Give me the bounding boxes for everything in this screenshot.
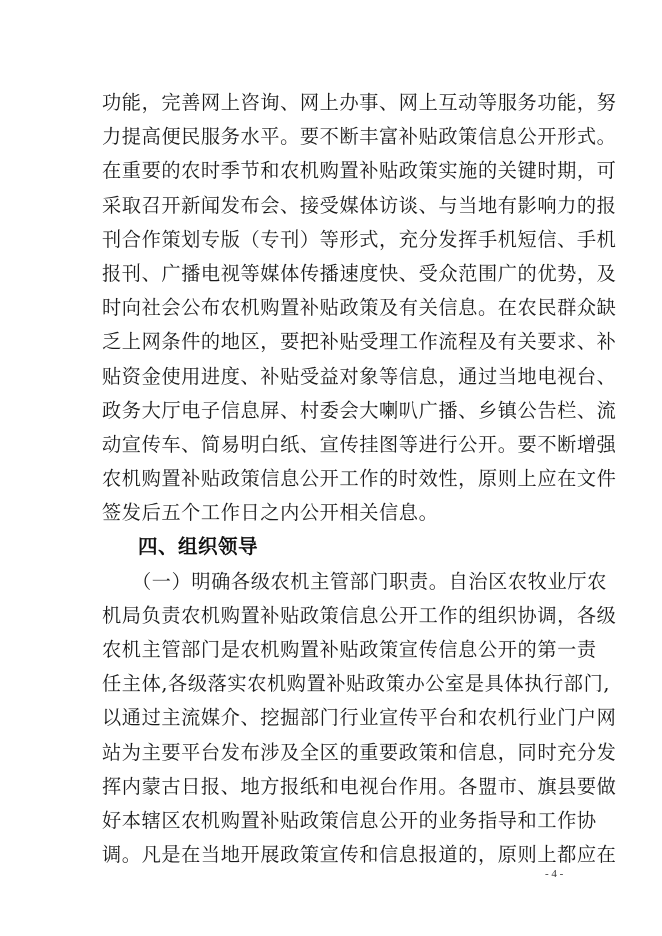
text-line: 站为主要平台发布涉及全区的重要政策和信息，同时充分发 [102, 740, 617, 764]
text-line: 签发后五个工作日之内公开相关信息。 [102, 501, 439, 525]
text-line: 农机主管部门是农机购置补贴政策宣传信息公开的第一责 [102, 638, 597, 661]
text-line: 力提高便民服务水平。要不断丰富补贴政策信息公开形式。 [102, 125, 617, 149]
text-line: 调。凡是在当地开展政策宣传和信息报道的，原则上都应在 [102, 843, 617, 867]
text-line: 政务大厅电子信息屏、村委会大喇叭广播、乡镇公告栏、流 [102, 398, 617, 422]
section-heading: 四、组织领导 [138, 535, 259, 559]
text-line: 好本辖区农机购置补贴政策信息公开的业务指导和工作协 [102, 808, 597, 832]
document-body [102, 86, 617, 872]
text-line: 农机购置补贴政策信息公开工作的时效性，原则上应在文件 [102, 467, 617, 491]
text-line: 时向社会公布农机购置补贴政策及有关信息。在农民群众缺 [102, 296, 617, 320]
text-line: 动宣传车、简易明白纸、宣传挂图等进行公开。要不断增强 [102, 432, 617, 456]
page-number: - 4 - [545, 868, 564, 880]
text-line: 在重要的农时季节和农机购置补贴政策实施的关键时期，可 [102, 159, 617, 183]
text-line: 机局负责农机购置补贴政策信息公开工作的组织协调，各级 [102, 603, 617, 627]
text-line: 报刊、广播电视等媒体传播速度快、受众范围广的优势，及 [102, 261, 617, 285]
text-line: 以通过主流媒介、挖掘部门行业宣传平台和农机行业门户网 [102, 706, 617, 730]
text-line: 任主体,各级落实农机购置补贴政策办公室是具体执行部门, [102, 672, 611, 696]
text-line: 挥内蒙古日报、地方报纸和电视台作用。各盟市、旗县要做 [102, 774, 617, 798]
text-line: 刊合作策划专版（专刊）等形式，充分发挥手机短信、手机 [102, 227, 617, 251]
text-line: （一）明确各级农机主管部门职责。自治区农牧业厅农 [132, 569, 607, 593]
text-line: 功能，完善网上咨询、网上办事、网上互动等服务功能，努 [102, 91, 617, 114]
text-line: 乏上网条件的地区，要把补贴受理工作流程及有关要求、补 [102, 330, 617, 354]
text-line: 采取召开新闻发布会、接受媒体访谈、与当地有影响力的报 [102, 193, 617, 217]
text-line: 贴资金使用进度、补贴受益对象等信息，通过当地电视台、 [102, 364, 617, 388]
